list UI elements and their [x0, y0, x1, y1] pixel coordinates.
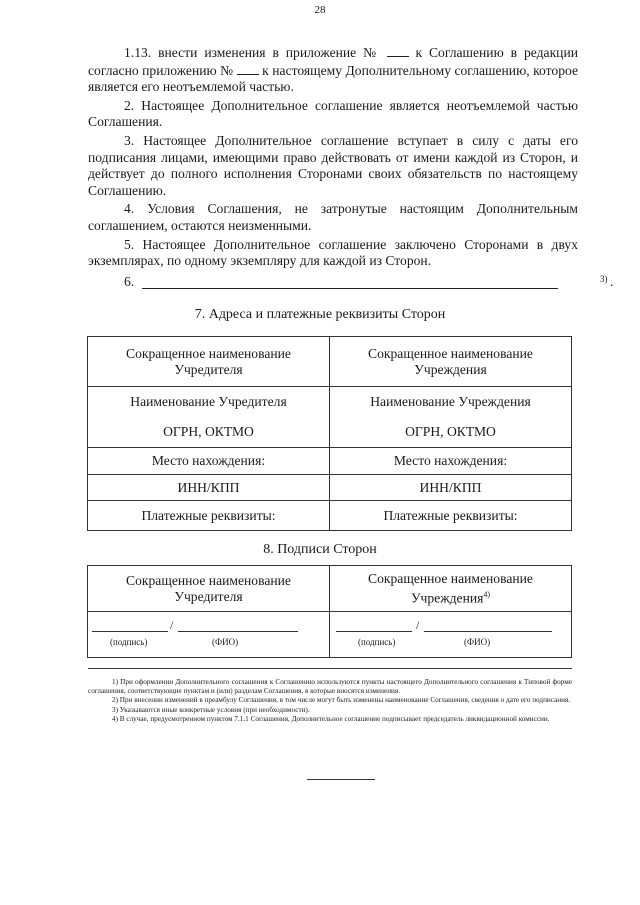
- founder-location: Место нахождения:: [88, 448, 330, 475]
- signatures-row: [88, 612, 572, 658]
- founder-header-line2: Учредителя: [174, 361, 243, 377]
- founder-name-cell: [88, 387, 330, 448]
- institution-name-cell: [330, 387, 572, 448]
- institution-header-cell: [330, 337, 572, 387]
- institution-signature-line: [336, 631, 412, 632]
- institution-signature-label: (подпись): [358, 636, 396, 647]
- agreement-body: [88, 44, 614, 292]
- founder-payment: Платежные реквизиты:: [88, 501, 330, 531]
- founder-signature-cell: [88, 612, 330, 658]
- founder-signature-label: (подпись): [110, 636, 148, 647]
- paragraph-6-number: 6.: [124, 273, 135, 289]
- footnote-ref-3: 3): [600, 273, 608, 284]
- institution-name-line: [424, 631, 552, 632]
- requisites-payment-row: [88, 501, 572, 531]
- founder-signature-slash: /: [170, 617, 174, 632]
- founder-name-line: [178, 631, 298, 632]
- footnotes: [88, 678, 572, 724]
- institution-header-line2: Учреждения: [414, 361, 487, 377]
- paragraph-1-13: [88, 44, 578, 96]
- paragraph-6-period: .: [610, 273, 614, 289]
- page-number: 28: [314, 4, 326, 16]
- requisites-location-row: [88, 448, 572, 475]
- founder-header-line1: Сокращенное наименование: [126, 345, 291, 361]
- paragraph-5: 5. Настоящее Дополнительное соглашение заключено Сторонами в двух экземплярах, по одному экземпляру для каждой из Сторон.: [88, 236, 578, 269]
- founder-inn: ИНН/КПП: [88, 475, 330, 501]
- institution-sign-header-line1: Сокращенное наименование: [368, 570, 533, 586]
- institution-payment: Платежные реквизиты:: [330, 501, 572, 531]
- section-8-title: 8. Подписи Сторон: [263, 542, 377, 557]
- founder-header-cell: [88, 337, 330, 387]
- paragraph-1-13-start: 1.13. внести изменения в приложение №: [124, 45, 380, 60]
- institution-name: Наименование Учреждения: [370, 394, 531, 409]
- footnote-separator: [88, 668, 572, 669]
- founder-sign-header-line2: Учредителя: [174, 588, 243, 604]
- paragraph-1-13-mid: к Соглашению в редакции согласно приложению №: [88, 45, 579, 78]
- institution-ogrn: ОГРН, ОКТМО: [405, 424, 496, 439]
- paragraph-4: 4. Условия Соглашения, не затронутые настоящим Дополнительным соглашением, остаются неизменными.: [88, 201, 578, 233]
- footnote-1: 1) При оформлении Дополнительного соглашения к Соглашению используются пункты настоящего Дополнительного соглашения к Типовой форме соглашения, соответствующие пунктам и (или) разделам Соглашения, в которые вносятся изменения.: [88, 678, 572, 696]
- institution-signature-cell: [330, 612, 572, 658]
- institution-sign-header-line2: Учреждения: [410, 590, 484, 606]
- end-separator: [307, 779, 375, 780]
- signatures-table: [87, 565, 572, 658]
- paragraph-1-13-end: к настоящему Дополнительному соглашению, которое является его неотъемлемой частью.: [88, 62, 578, 95]
- institution-location: Место нахождения:: [330, 448, 572, 475]
- paragraph-6: [88, 273, 614, 292]
- institution-inn: ИНН/КПП: [330, 475, 572, 501]
- requisites-name-row: [88, 387, 572, 448]
- founder-signature-header: [88, 566, 330, 612]
- signatures-header-row: [88, 566, 572, 612]
- section-7-title: 7. Адреса и платежные реквизиты Сторон: [194, 307, 446, 322]
- paragraph-2: 2. Настоящее Дополнительное соглашение является неотъемлемой частью Соглашения.: [88, 97, 578, 130]
- founder-name: Наименование Учредителя: [130, 394, 287, 409]
- footnote-3: 3) Указываются иные конкретные условия (при необходимости).: [112, 705, 310, 714]
- founder-fio-label: (ФИО): [212, 636, 239, 647]
- paragraph-3: 3. Настоящее Дополнительное соглашение вступает в силу с даты его подписания лицами, имеющими право действовать от имени каждой из Сторон, и действует до полного исполнения Сторонами своих обязательств по настоящему Соглашению.: [88, 132, 578, 198]
- founder-sign-header-line1: Сокращенное наименование: [126, 572, 291, 588]
- founder-ogrn: ОГРН, ОКТМО: [163, 424, 254, 439]
- institution-signature-slash: /: [416, 617, 420, 632]
- attachment-number-blank: [237, 62, 259, 75]
- footnote-2: 2) При внесении изменений в преамбулу Соглашения, в том числе могут быть изменены наименование Соглашения, сведения о дате его подписания.: [112, 696, 571, 705]
- footnote-ref-4: 4): [483, 589, 491, 599]
- requisites-table: [87, 336, 572, 531]
- founder-signature-line: [92, 631, 168, 632]
- requisites-header-row: [88, 337, 572, 387]
- requisites-inn-row: [88, 475, 572, 501]
- appendix-number-blank: [387, 44, 409, 57]
- institution-signature-header: [330, 566, 572, 612]
- footnote-4: 4) В случае, предусмотренном пунктом 7.1.1 Соглашения, Дополнительное соглашение подписывает председатель ликвидационной комиссии.: [112, 714, 550, 723]
- paragraph-6-blank-line: [142, 288, 558, 289]
- institution-fio-label: (ФИО): [464, 636, 491, 647]
- institution-header-line1: Сокращенное наименование: [368, 345, 533, 361]
